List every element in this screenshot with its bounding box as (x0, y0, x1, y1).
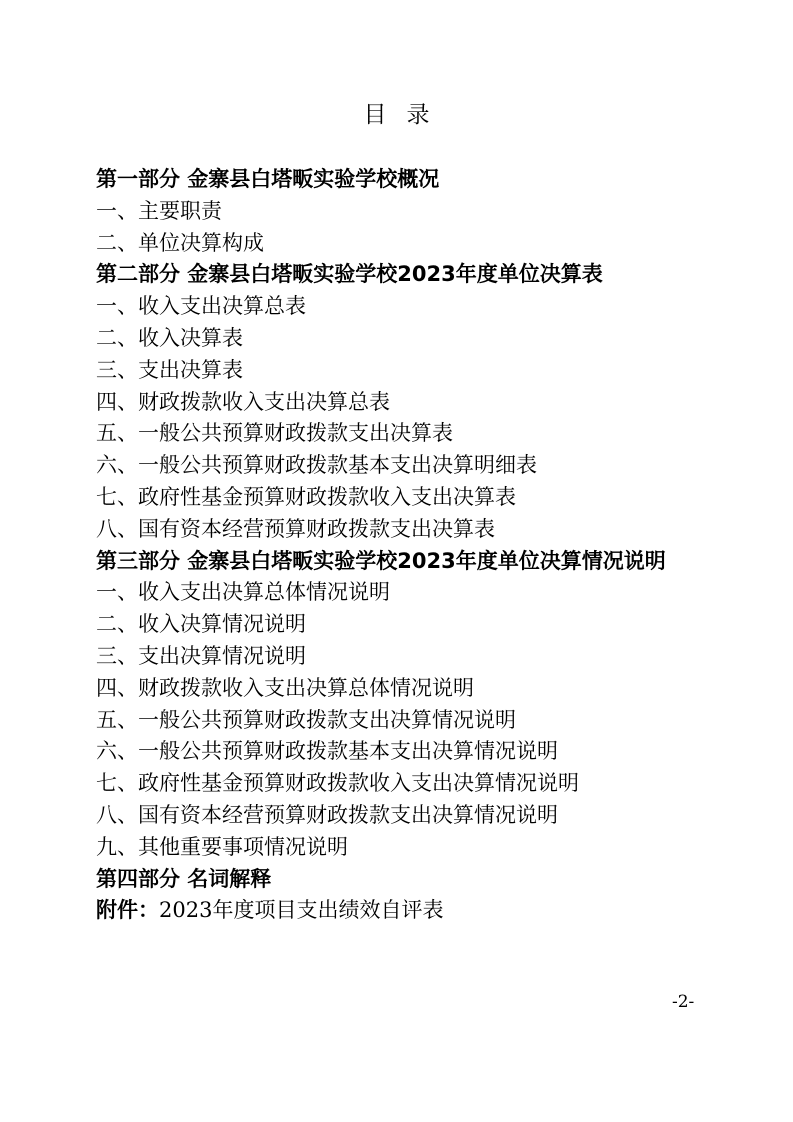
appendix-text: 2023年度项目支出绩效自评表 (159, 898, 444, 923)
toc-item: 一、收入支出决算总表 (96, 294, 306, 319)
toc-title: 目录 (363, 102, 450, 128)
appendix-label: 附件： (96, 898, 159, 923)
toc-item: 四、财政拨款收入支出决算总体情况说明 (96, 675, 474, 700)
toc-item: 五、一般公共预算财政拨款支出决算表 (96, 421, 453, 446)
part-1-heading: 第一部分 金寨县白塔畈实验学校概况 (96, 167, 440, 191)
toc-item: 三、支出决算情况说明 (96, 643, 306, 668)
toc-item: 五、一般公共预算财政拨款支出决算情况说明 (96, 707, 516, 732)
part-3-heading: 第三部分 金寨县白塔畈实验学校2023年度单位决算情况说明 (96, 548, 666, 573)
page-number: -2- (672, 992, 695, 1012)
toc-item: 二、收入决算表 (96, 325, 243, 350)
toc-item: 八、国有资本经营预算财政拨款支出决算情况说明 (96, 802, 558, 827)
toc-item: 七、政府性基金预算财政拨款收入支出决算情况说明 (96, 771, 579, 796)
toc-item: 一、主要职责 (96, 198, 222, 223)
toc-item: 四、财政拨款收入支出决算总表 (96, 389, 390, 414)
part-2-heading: 第二部分 金寨县白塔畈实验学校2023年度单位决算表 (96, 262, 603, 287)
toc-item: 一、收入支出决算总体情况说明 (96, 580, 390, 605)
toc-item: 六、一般公共预算财政拨款基本支出决算情况说明 (96, 739, 558, 764)
part-4-heading: 第四部分 名词解释 (96, 866, 272, 891)
table-of-contents (96, 164, 716, 927)
toc-item: 二、单位决算构成 (96, 230, 264, 255)
toc-item: 三、支出决算表 (96, 357, 243, 382)
toc-item: 九、其他重要事项情况说明 (96, 834, 348, 859)
appendix-line (96, 895, 716, 927)
toc-item: 八、国有资本经营预算财政拨款支出决算表 (96, 516, 495, 541)
toc-item: 七、政府性基金预算财政拨款收入支出决算表 (96, 484, 516, 509)
toc-item: 六、一般公共预算财政拨款基本支出决算明细表 (96, 453, 537, 478)
toc-item: 二、收入决算情况说明 (96, 612, 306, 637)
